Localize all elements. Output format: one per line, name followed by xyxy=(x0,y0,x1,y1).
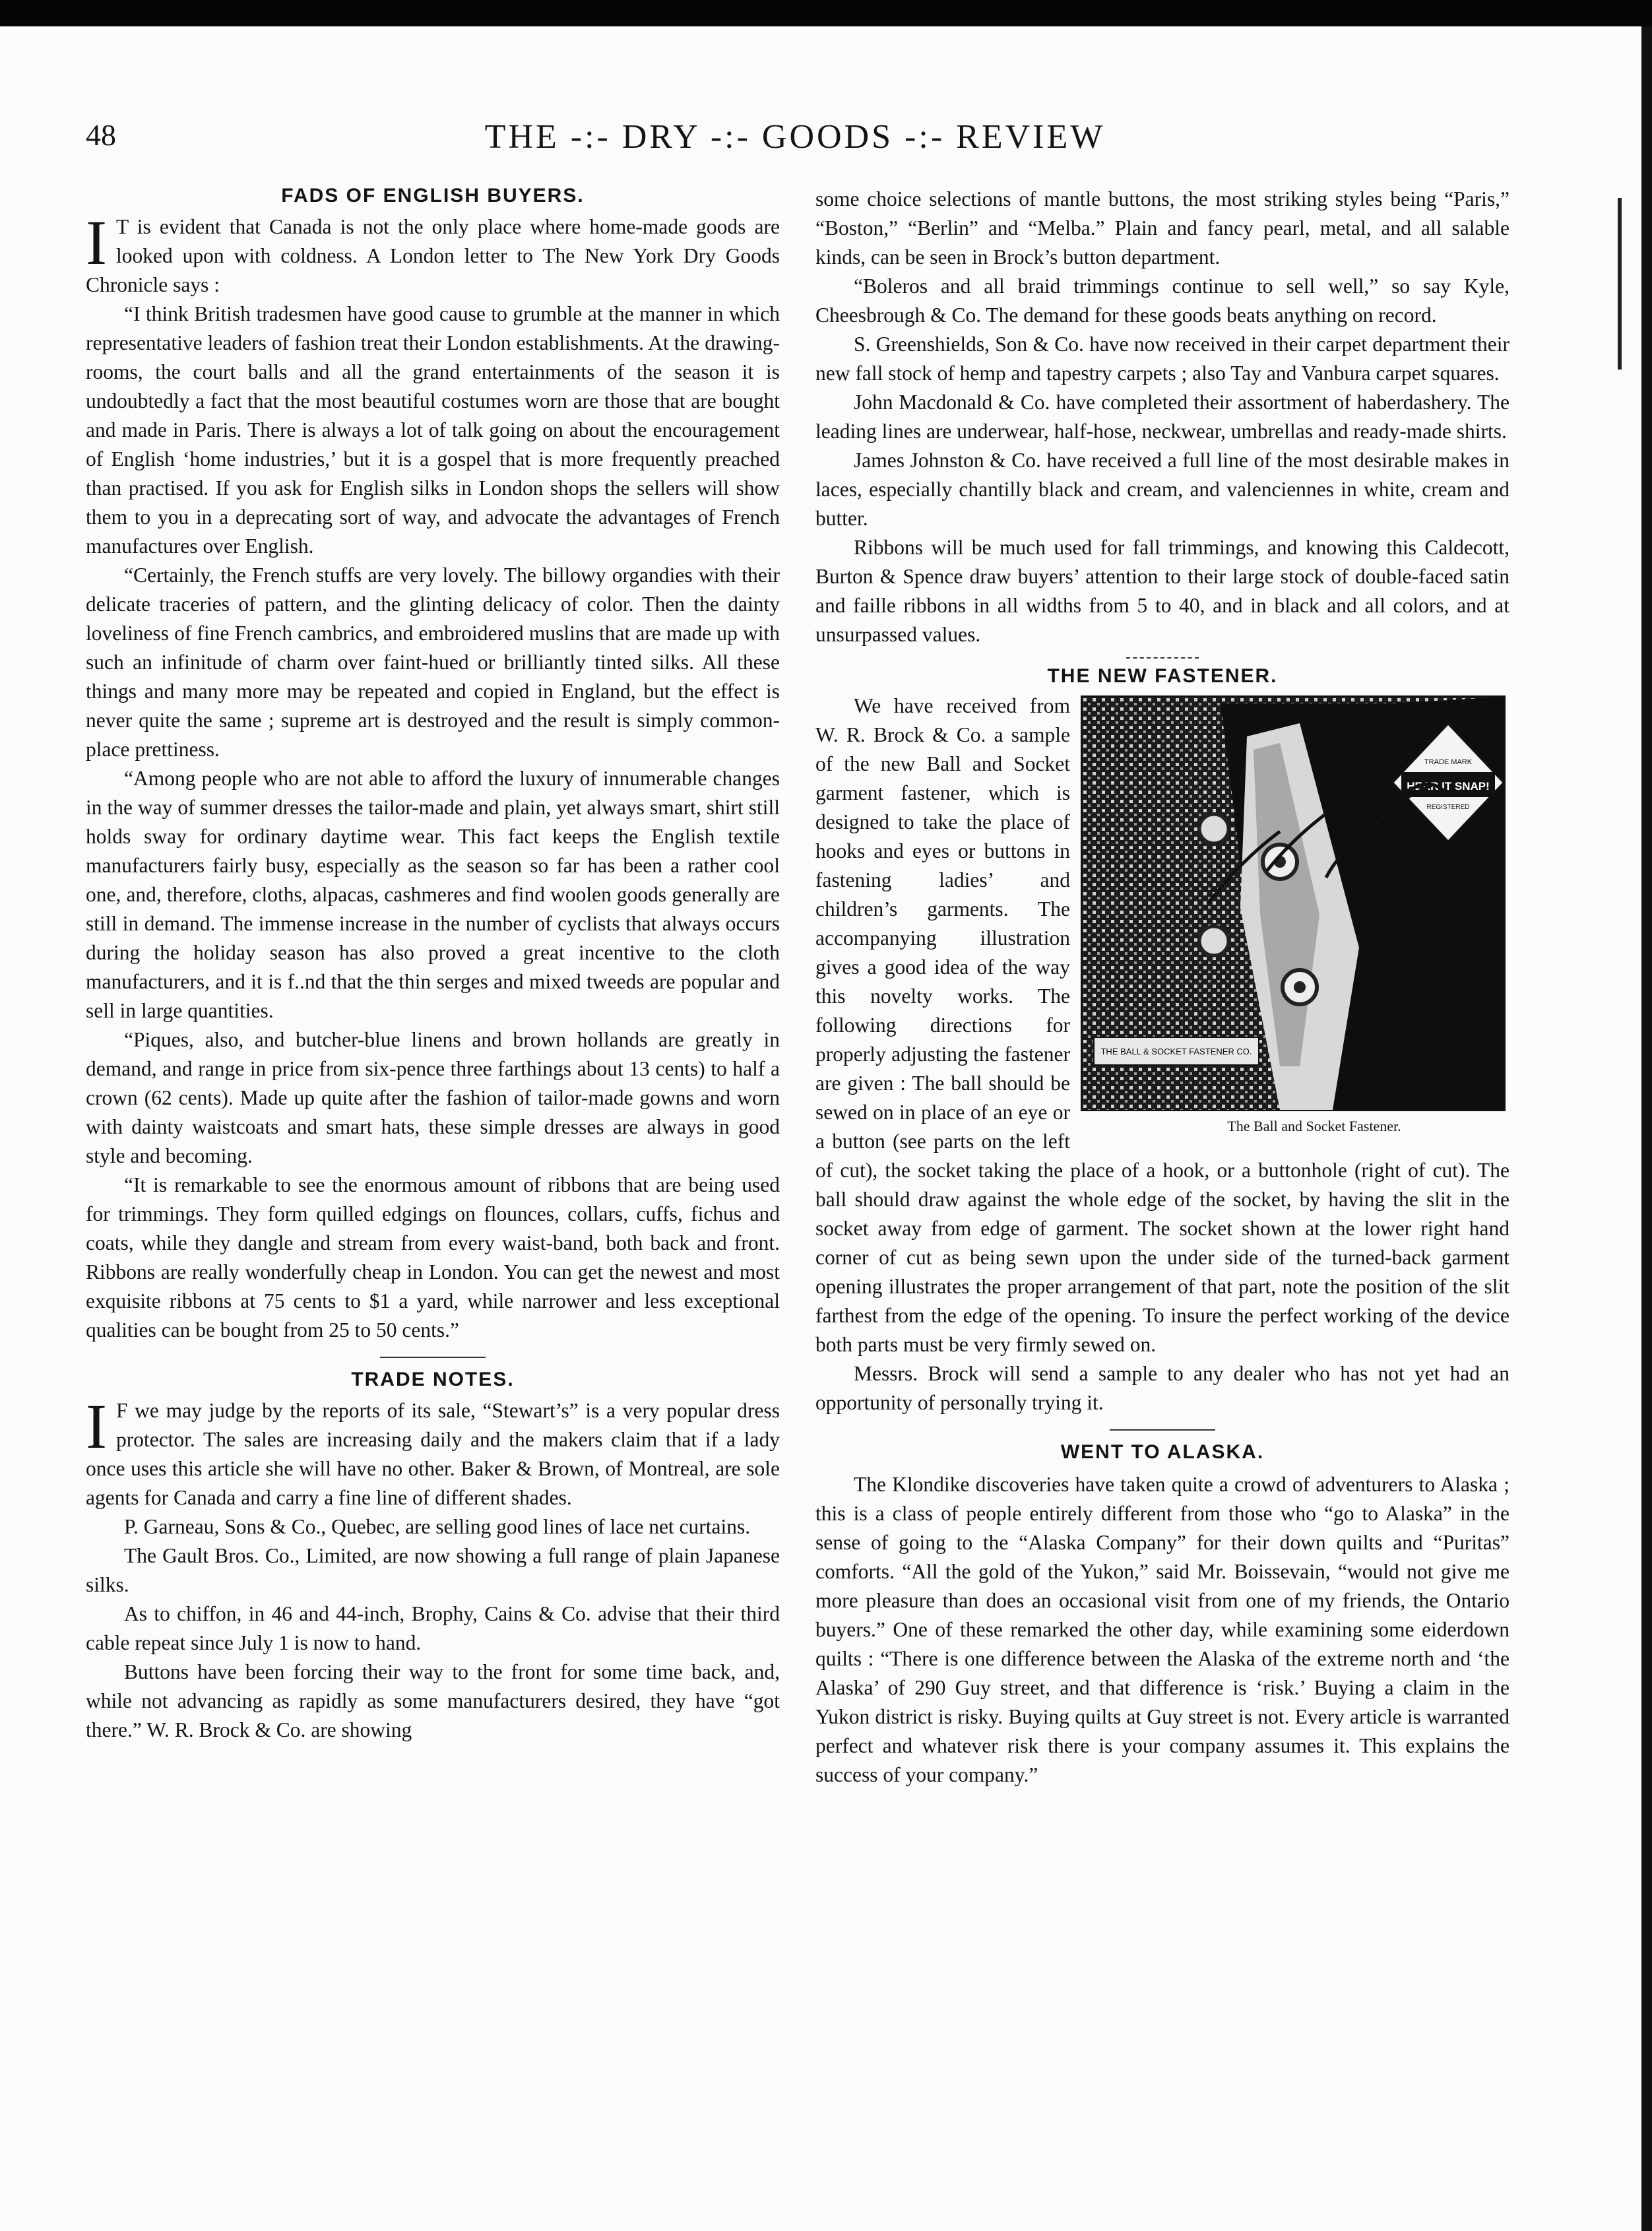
section-divider xyxy=(1110,1429,1215,1431)
trade-note-paragraph: P. Garneau, Sons & Co., Quebec, are selling good lines of lace net curtains. xyxy=(124,1515,751,1538)
trademark-top-text: TRADE MARK xyxy=(1424,758,1473,766)
left-column xyxy=(86,185,780,1745)
publication-title: THE -:- DRY -:- GOODS -:- REVIEW xyxy=(484,118,1106,156)
right-column xyxy=(815,185,1509,1790)
trademark-bottom-text: REGISTERED xyxy=(1426,804,1470,811)
trade-note-paragraph: John Macdonald & Co. have completed their assortment of haberdashery. The leading lines are underwear, half-hose, neckwear, umbrellas and ready-made shirts. xyxy=(815,391,1509,443)
page-number: 48 xyxy=(86,118,116,152)
trade-note-paragraph: The Gault Bros. Co., Limited, are now showing a full range of plain Japanese silks. xyxy=(86,1544,780,1596)
fads-paragraph: “Among people who are not able to afford the luxury of innumerable changes in the way of summer dresses the tailor-made and plain, yet always smart, shirt still holds sway for ordinary daytime wear. This fact keeps the English textile manufacturers fairly busy, especially as the season so far has been a rather cool one, and, therefore, cloths, alpacas, cashmeres and find woolen goods generally are still in demand. The immense increase in the number of cyclists that always occurs during the holiday season has also proved a great incentive to the cloth manufacturers, and it is f..nd that the thin serges and mixed tweeds are popular and sell in large quantities. xyxy=(86,767,780,1022)
section-divider xyxy=(380,1357,486,1358)
trade-note-paragraph: S. Greenshields, Son & Co. have now received in their carpet department their new fall stock of hemp and tapestry carpets ; also Tay and Vanbura carpet squares. xyxy=(815,333,1509,385)
handwritten-note-text xyxy=(1194,772,1195,773)
figure-caption: The Ball and Socket Fastener. xyxy=(1227,1118,1401,1134)
section-divider xyxy=(1126,657,1199,659)
fastener-body-text: We have received from W. R. Brock & Co. a sample of the new Ball and Socket garment fastener, which is designed to take the place of hooks and eyes or buttons in fastening ladies’ and children’s garments. The accompanying illustration gives a good idea of the way this novelty works. The following directions for properly adjusting the fastener are given : The ball should be sewed on in place of an eye or a button (see parts on the left of cut), the socket taking the place of a hook, or a buttonhole (right of cut). The ball should draw against the whole edge of the socket, by having the slit in the socket away from edge of garment. The socket shown at the lower right hand corner of cut as being sewn upon the under side of the turned-back garment opening illustrates the proper arrangement of that part, note the position of the slit farthest from the edge of the opening. To insure the perfect working of the device both parts must be very firmly sewed on. xyxy=(815,694,1509,1356)
handwritten-registration-note xyxy=(1194,772,1471,917)
trade-notes-heading: TRADE NOTES. xyxy=(351,1369,515,1390)
trade-note-paragraph: As to chiffon, in 46 and 44-inch, Brophy, Cains & Co. advise that their third cable repeat since July 1 is now to hand. xyxy=(86,1602,780,1654)
maker-label: THE BALL & SOCKET FASTENER CO. xyxy=(1100,1047,1252,1056)
trade-note-paragraph: James Johnston & Co. have received a full line of the most desirable makes in laces, especially chantilly black and cream, and valenciennes in white, cream and butter. xyxy=(815,449,1509,530)
scan-right-border xyxy=(1641,26,1652,2231)
fads-paragraph: “It is remarkable to see the enormous amount of ribbons that are being used for trimmings. They form quilled edgings on flounces, collars, cuffs, fichus and coats, while they dangle and stream from every waist-band, both back and front. Ribbons are really wonderfully cheap in London. You can get the newest and most exquisite ribbons at 75 cents to $1 a yard, while narrower and less exceptional qualities can be bought from 25 to 50 cents.” xyxy=(86,1173,780,1342)
fads-paragraph: “Certainly, the French stuffs are very lovely. The billowy organdies with their delicate traceries of pattern, and the glinting delicacy of color. Then the dainty loveliness of fine French cambrics, and embroidered muslins that are made up with such an infinitude of charm over faint-hued or brilliantly tinted silks. All these things and many more may be repeated and copied in England, but the effect is never quite the same ; supreme art is destroyed and the result is simply common-place prettiness. xyxy=(86,564,780,761)
alaska-heading: WENT TO ALASKA. xyxy=(1060,1441,1265,1463)
scan-top-border xyxy=(0,0,1652,26)
alaska-paragraph: The Klondike discoveries have taken quite a crowd of adventurers to Alaska ; this is a class of people entirely different from those who “go to Alaska” in the sense of going to the “Alaska Company” for their down quilts and “Puritas” comforts. “All the gold of the Yukon,” said Mr. Boissevain, “would not give me more pleasure than does an occasional visit from one of my friends, the Ontario buyers.” One of these remarked the other day, while examining some eiderdown quilts : “There is one difference between the Alaska of the extreme north and ‘the Alaska’ of 290 Guy street, and that difference is ‘risk.’ Buying a claim in the Yukon district is risky. Buying quilts at Guy street is not. Every article is warranted perfect and whatever risk there is your company assumes it. This explains the success of your company.” xyxy=(815,1473,1509,1786)
trade-note-paragraph: some choice selections of mantle buttons, the most striking styles being “Paris,” “Boston,” “Berlin” and “Melba.” Plain and fancy pearl, metal, and all salable kinds, can be seen in Brock’s button department. xyxy=(815,187,1509,269)
fads-paragraph: “Piques, also, and butcher-blue linens and brown hollands are greatly in demand, and range in price from six-pence three farthings about 13 cents) to half a crown (62 cents). Made up quite after the fashion of tailor-made gowns and worn with dainty waistcoats and smart hats, these simple dresses are always in good style and becoming. xyxy=(86,1028,780,1167)
trade-note-paragraph: IF we may judge by the reports of its sale, “Stewart’s” is a very popular dress protector. The sales are increasing daily and the makers claim that if a lady once uses this article she will have no other. Baker & Brown, of Montreal, are sole agents for Canada and carry a fine line of different shades. xyxy=(86,1391,780,1509)
trade-note-paragraph: “Boleros and all braid trimmings continue to sell well,” so say Kyle, Cheesbrough & Co. The demand for these goods beats anything on record. xyxy=(815,275,1509,327)
masthead xyxy=(86,117,1504,164)
fastener-paragraph: Messrs. Brock will send a sample to any dealer who has not yet had an opportunity of personally trying it. xyxy=(815,1362,1509,1414)
trade-note-paragraph: Buttons have been forcing their way to the front for some time back, and, while not advancing as rapidly as some manufacturers desired, they have “got there.” W. R. Brock & Co. are showing xyxy=(86,1660,780,1741)
trademark-main-text: HEAR IT SNAP! xyxy=(1407,780,1490,792)
trade-note-paragraph: Ribbons will be much used for fall trimmings, and knowing this Caldecott, Burton & Spence draw buyers’ attention to their large stock of double-faced satin and faille ribbons in all widths from 5 to 40, and in black and all colors, and at unsurpassed values. xyxy=(815,536,1509,646)
fads-paragraph: IT is evident that Canada is not the only place where home-made goods are looked upon with coldness. A London letter to The New York Dry Goods Chronicle says : xyxy=(86,207,780,296)
fads-heading: FADS OF ENGLISH BUYERS. xyxy=(281,185,585,207)
scan-margin-mark xyxy=(1618,198,1622,370)
new-fastener-heading: THE NEW FASTENER. xyxy=(1047,665,1278,687)
fads-paragraph: “I think British tradesmen have good cause to grumble at the manner in which representative leaders of fashion treat their London establishments. At the drawing-rooms, the court balls and all the grand entertainments of the season it is undoubtedly a fact that the most beautiful costumes worn are those that are bought and made in Paris. There is always a lot of talk going on about the encouragement of English ‘home industries,’ but it is a gospel that is more frequently preached than practised. If you ask for English silks in London shops the sellers will show them to you in a deprecating sort of way, and advocate the advantages of French manufactures over English. xyxy=(86,302,780,558)
